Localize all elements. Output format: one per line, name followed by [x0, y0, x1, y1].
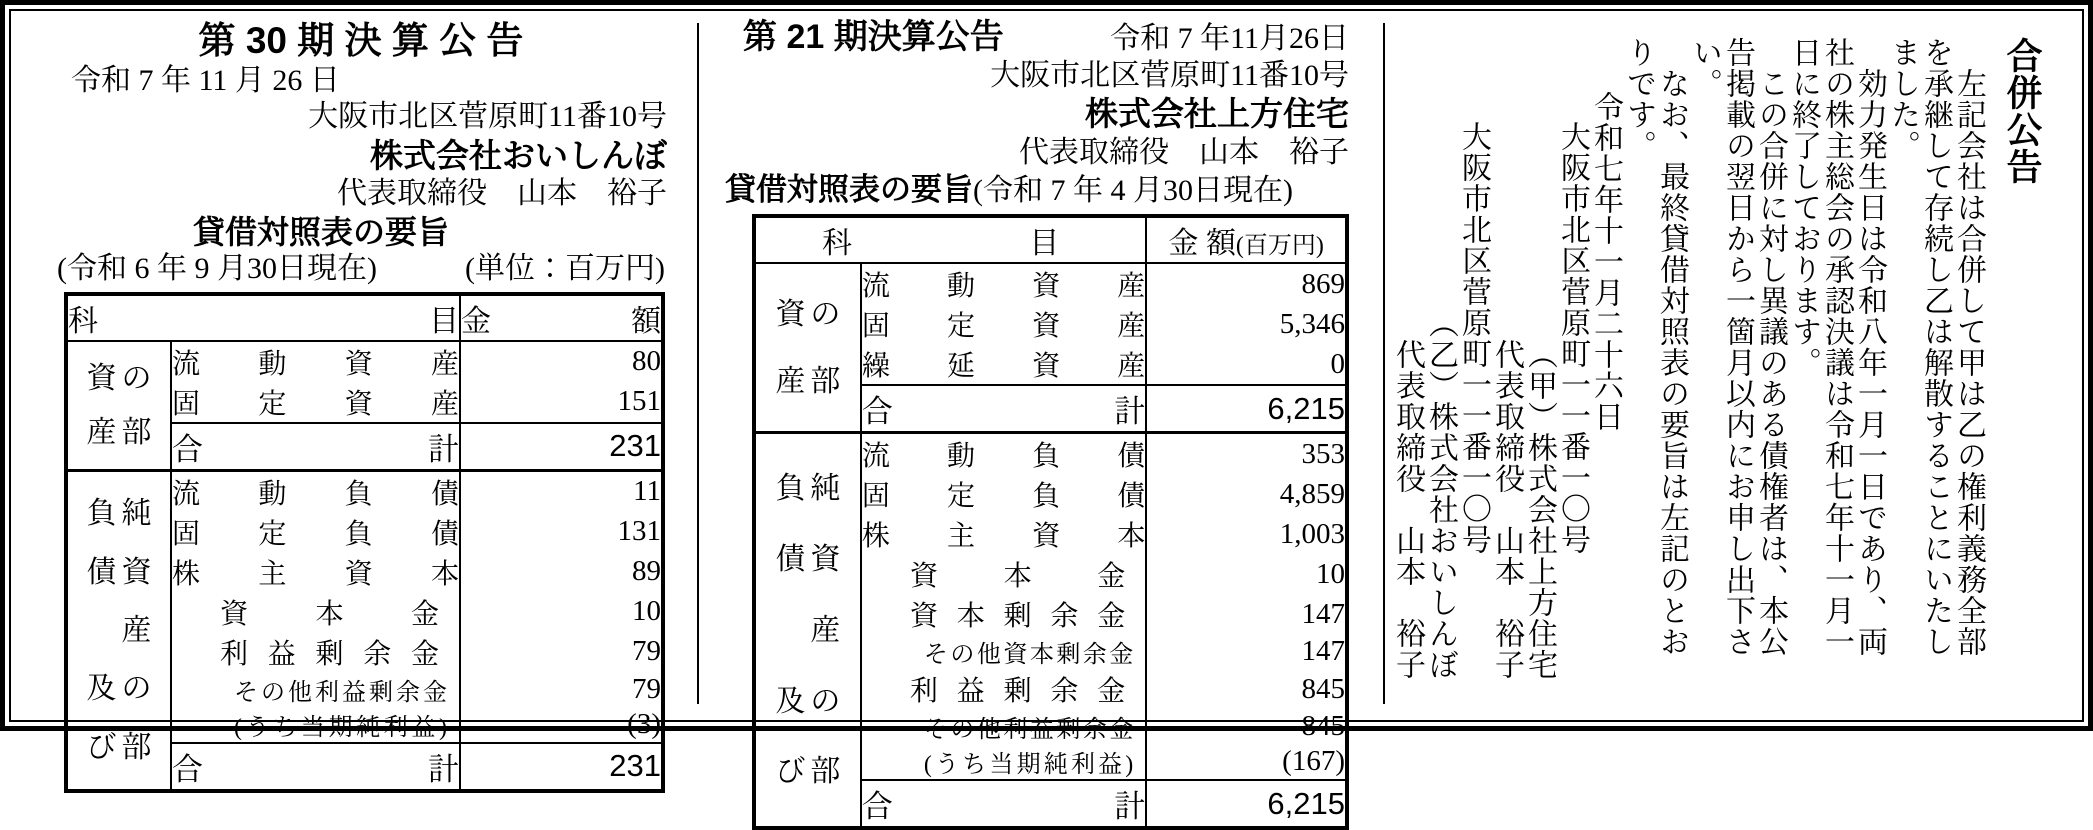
account-label: 利益剰余金 — [861, 669, 1146, 709]
merger-title: 合併公告 — [2002, 37, 2043, 185]
balance-sheet-title: 貸借対照表の要旨 — [725, 172, 973, 208]
notice-21st-settlement — [699, 11, 1383, 825]
merger-body-line: なお、最終貸借対照表の要旨は左記のとお — [1655, 37, 1688, 657]
notice-inner-frame — [9, 9, 2084, 825]
account-label: 資本剰余金 — [861, 594, 1146, 634]
account-value: 5,346 — [1146, 304, 1347, 344]
total-label: 合計 — [171, 743, 460, 791]
column-header-amount: 金額 — [460, 294, 663, 341]
account-value: 11 — [460, 470, 663, 512]
party-a-company: （甲）株式会社上方住宅 — [1523, 339, 1556, 680]
account-label: 資本金 — [861, 554, 1146, 594]
total-value: 6,215 — [1146, 780, 1347, 828]
column-header-item: 科目 — [66, 294, 460, 341]
merger-notice — [1385, 11, 2082, 720]
balance-sheet-table-middle — [752, 214, 1349, 830]
company-name: 株式会社おいしんぼ — [370, 136, 667, 174]
account-value: 353 — [1146, 433, 1347, 475]
account-value: 147 — [1146, 594, 1347, 634]
account-label: 資本金 — [171, 592, 460, 632]
party-a-address: 大阪市北区菅原町一一番一〇号 — [1556, 121, 1589, 555]
as-of-date: (令和 6 年 9 月30日現在) — [57, 252, 377, 286]
table-row — [754, 433, 1347, 475]
notice-30th-settlement — [11, 11, 697, 787]
notice-date: 令和 7 年11月26日 — [1110, 22, 1349, 55]
merger-body-line: 社の株主総会の承認決議は令和七年十一月一 — [1820, 37, 1853, 657]
column-header-amount: 金 額(百万円) — [1146, 216, 1347, 263]
unit-note: (単位：百万円) — [465, 252, 665, 286]
account-label: 流動資産 — [861, 263, 1146, 304]
merger-body-line: 日に終了しております。 — [1787, 37, 1820, 378]
account-label: 流動資産 — [171, 341, 460, 382]
notice-title: 第 21 期決算公告 — [743, 18, 1004, 56]
account-label: 株主資本 — [171, 552, 460, 592]
company-name: 株式会社上方住宅 — [1085, 95, 1349, 133]
party-b-representative: 代表取締役 山本 裕子 — [1391, 339, 1424, 680]
merger-date: 令和七年十一月二十六日 — [1589, 91, 1622, 432]
account-label: (うち当期純利益) — [171, 707, 460, 743]
account-value: 10 — [460, 592, 663, 632]
amount-unit: (百万円) — [1235, 233, 1324, 260]
assets-section-label: 資の 産部 — [754, 263, 861, 433]
account-label: 固定負債 — [861, 474, 1146, 514]
account-label: (うち当期純利益) — [861, 744, 1146, 780]
account-label: 株主資本 — [861, 514, 1146, 554]
company-address: 大阪市北区菅原町11番10号 — [308, 100, 667, 134]
account-label: 固定負債 — [171, 512, 460, 552]
merger-body-line: 左記会社は合併して甲は乙の権利義務全部 — [1952, 37, 1985, 657]
balance-sheet-title-line — [725, 171, 1349, 210]
account-label: 流動負債 — [171, 470, 460, 512]
account-value: 147 — [1146, 634, 1347, 669]
merger-body-line: い。 — [1688, 37, 1721, 99]
column-header-item: 科目 — [754, 216, 1146, 263]
total-value: 231 — [460, 743, 663, 791]
account-value: 1,003 — [1146, 514, 1347, 554]
total-label: 合計 — [171, 423, 460, 471]
balance-sheet-title: 貸借対照表の要旨 — [192, 213, 449, 250]
account-label: その他利益剰余金 — [171, 672, 460, 707]
party-b-address: 大阪市北区菅原町一一番一〇号 — [1457, 121, 1490, 555]
merger-body-line: を承継して存続し乙は解散することにいたし — [1919, 37, 1952, 657]
party-b-company: （乙）株式会社おいしんぼ — [1424, 308, 1457, 680]
merger-body-line: 告掲載の翌日から一箇月以内にお申し出下さ — [1721, 37, 1754, 657]
total-label: 合計 — [861, 780, 1146, 828]
total-label: 合計 — [861, 385, 1146, 433]
table-row — [66, 470, 663, 512]
party-a-representative: 代表取締役 山本 裕子 — [1490, 339, 1523, 680]
merger-body-line: りです。 — [1622, 37, 1655, 161]
account-value: (3) — [460, 707, 663, 743]
account-value: 131 — [460, 512, 663, 552]
account-value: 89 — [460, 552, 663, 592]
account-label: その他利益剰余金 — [861, 709, 1146, 744]
merger-body-line: この合併に対し異議のある債権者は、本公 — [1754, 37, 1787, 657]
account-value: 845 — [1146, 669, 1347, 709]
account-value: 79 — [460, 632, 663, 672]
table-row — [66, 341, 663, 382]
account-value: 845 — [1146, 709, 1347, 744]
account-value: 10 — [1146, 554, 1347, 594]
notice-date: 令和 7 年 11 月 26 日 — [71, 63, 340, 97]
assets-section-label: 資の 産部 — [66, 341, 171, 471]
balance-sheet-table-left — [64, 292, 665, 793]
merger-body-line: 効力発生日は令和八年一月一日であり、両 — [1853, 37, 1886, 657]
as-of-date: (令和 7 年 4 月30日現在) — [973, 174, 1293, 208]
representative-name: 代表取締役 山本 裕子 — [1019, 135, 1349, 169]
account-value: 4,859 — [1146, 474, 1347, 514]
account-value: 869 — [1146, 263, 1347, 304]
account-label: 固定資産 — [861, 304, 1146, 344]
merger-vertical-text — [1391, 37, 2045, 708]
account-label: その他資本剰余金 — [861, 634, 1146, 669]
account-value: 79 — [460, 672, 663, 707]
account-label: 繰延資産 — [861, 344, 1146, 385]
company-address: 大阪市北区菅原町11番10号 — [990, 58, 1349, 92]
account-label: 流動負債 — [861, 433, 1146, 475]
account-value: 151 — [460, 382, 663, 423]
merger-body-line: ました。 — [1886, 37, 1919, 161]
liabilities-section-label: 負純 債資 産 及の び部 — [66, 470, 171, 791]
account-value: 80 — [460, 341, 663, 382]
total-value: 231 — [460, 423, 663, 471]
account-value: (167) — [1146, 744, 1347, 780]
account-label: 固定資産 — [171, 382, 460, 423]
balance-sheet-subtitle — [55, 251, 667, 288]
table-row — [754, 263, 1347, 304]
notice-title: 第 30 期 決 算 公 告 — [198, 20, 524, 61]
total-value: 6,215 — [1146, 385, 1347, 433]
representative-name: 代表取締役 山本 裕子 — [337, 177, 667, 211]
account-label: 利益剰余金 — [171, 632, 460, 672]
notice-title-row — [743, 17, 1349, 58]
account-value: 0 — [1146, 344, 1347, 385]
liabilities-section-label: 負純 債資 産 及の び部 — [754, 433, 861, 829]
